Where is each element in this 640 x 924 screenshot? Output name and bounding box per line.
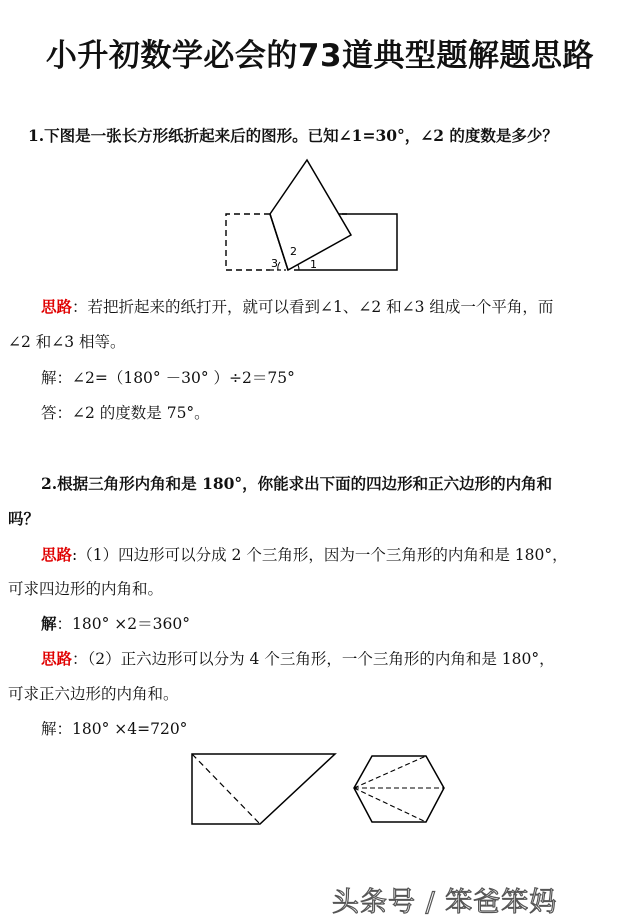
q2-hint2-label: 思路	[41, 649, 73, 668]
q1-hint-line1: 思路：若把折起来的纸打开，就可以看到∠1、∠2 和∠3 组成一个平角，而	[41, 297, 554, 316]
q1-question: 1.下图是一张长方形纸折起来后的图形。已知∠1=30°，∠2 的度数是多少？	[28, 126, 558, 145]
q2-hexagon-figure	[350, 754, 450, 826]
q1-folded-paper-figure	[220, 158, 420, 278]
q2-solution1: 解：180° ×2＝360°	[41, 614, 190, 633]
q2-hint2-line1: 思路：（2）正六边形可以分为 4 个三角形，一个三角形的内角和是 180°，	[41, 649, 555, 668]
q2-hint1-line1: 思路:（1）四边形可以分成 2 个三角形，因为一个三角形的内角和是 180°，	[41, 545, 568, 564]
q2-question-line2: 吗？	[8, 509, 40, 528]
q2-solution2: 解：180° ×4=720°	[41, 720, 188, 738]
q1-hint-label: 思路	[41, 297, 73, 316]
q2-solution1-label: 解	[41, 614, 57, 633]
q1-answer: 答：∠2 的度数是 75°。	[41, 404, 210, 422]
page-title: 小升初数学必会的73道典型题解题思路	[45, 38, 595, 74]
q2-question-line1: 2.根据三角形内角和是 180°，你能求出下面的四边形和正六边形的内角和	[41, 474, 553, 493]
angle-label-2: 2	[290, 245, 297, 258]
angle-label-1: 1	[310, 258, 317, 271]
q1-solution: 解：∠2=（180° －30° ）÷2＝75°	[41, 369, 295, 387]
watermark: 头条号 / 笨爸笨妈	[332, 887, 558, 918]
q2-hint1-line2: 可求四边形的内角和。	[8, 580, 164, 598]
q2-quadrilateral-figure	[190, 752, 340, 828]
q1-hint-line2: ∠2 和∠3 相等。	[8, 333, 126, 351]
q2-hint2-line2: 可求正六边形的内角和。	[8, 685, 179, 703]
angle-label-3: 3	[271, 257, 278, 270]
q2-hint1-label: 思路	[41, 545, 73, 564]
